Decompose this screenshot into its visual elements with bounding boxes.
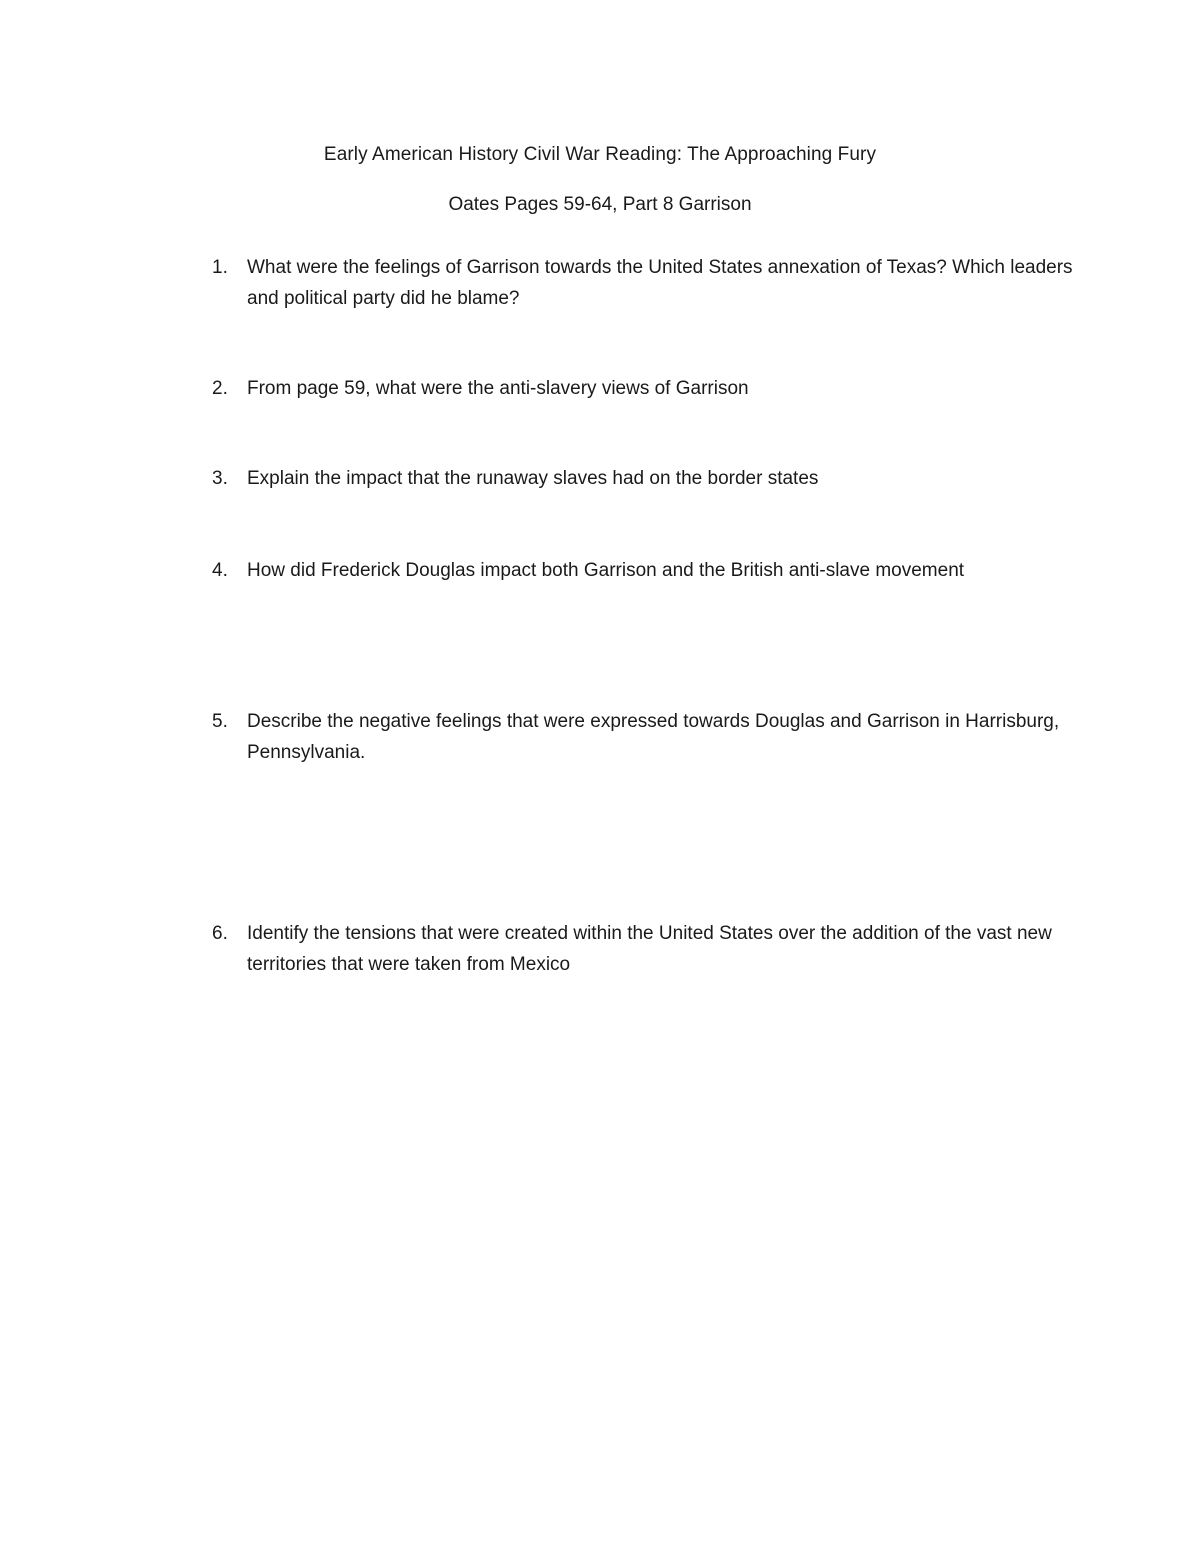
question-number: 6. — [212, 923, 228, 944]
document-title: Early American History Civil War Reading: The Approaching Fury — [323, 144, 877, 165]
question-text: From page 59, what were the anti-slavery views of Garrison — [247, 378, 749, 399]
document-subtitle: Oates Pages 59-64, Part 8 Garrison — [448, 194, 752, 215]
question-text: Describe the negative feelings that were expressed towards Douglas and Garrison in Harrisburg, Pennsylvania. — [247, 711, 1060, 763]
question-number: 1. — [212, 257, 228, 278]
question-text: How did Frederick Douglas impact both Garrison and the British anti-slave movement — [247, 560, 965, 581]
question-number: 5. — [212, 711, 228, 732]
question-text: Explain the impact that the runaway slaves had on the border states — [247, 468, 819, 489]
question-text: What were the feelings of Garrison towards the United States annexation of Texas? Which leaders and political party did he blame? — [247, 257, 1073, 309]
question-number: 4. — [212, 560, 228, 581]
question-number: 3. — [212, 468, 228, 489]
question-text: Identify the tensions that were created within the United States over the addition of the vast new territories that were taken from Mexico — [247, 923, 1052, 975]
question-number: 2. — [212, 378, 228, 399]
